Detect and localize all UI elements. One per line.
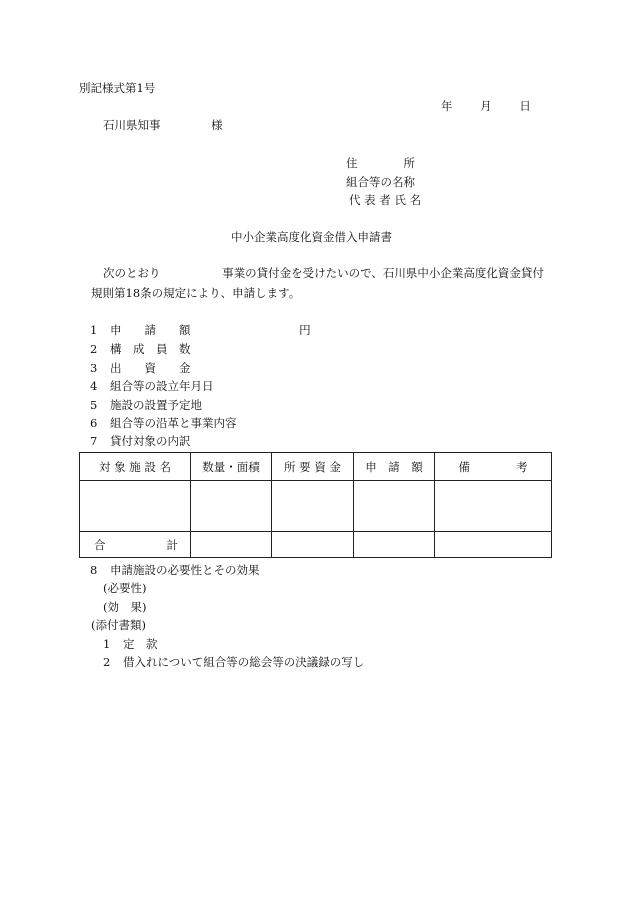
effect-label: (効 果) [103, 600, 147, 614]
table-total-row [80, 532, 552, 558]
item-unit: 円 [299, 323, 311, 337]
addressee-suffix: 様 [211, 118, 223, 132]
item-number: 4 [90, 379, 98, 393]
item-label: 貸付対象の内訳 [109, 434, 191, 448]
applicant-org-name-label: 組合等の名称 [346, 175, 415, 189]
addressee-name: 石川県知事 [103, 118, 161, 132]
item-3 [90, 361, 190, 375]
item-number: 7 [90, 434, 98, 448]
total-label-cell [80, 532, 191, 558]
applicant-address-label: 住 所 [346, 156, 415, 170]
item-number: 1 [90, 323, 98, 337]
attachment-number: 2 [103, 655, 111, 669]
date-year: 年 [441, 99, 453, 113]
addressee [103, 118, 223, 132]
item-label: 施設の設置予定地 [109, 398, 202, 412]
applicant-representative-label: 代 表 者 氏 名 [349, 193, 422, 207]
table-row [80, 481, 552, 532]
attachment-number: 1 [103, 637, 111, 651]
item-label: 出 資 金 [109, 361, 191, 375]
date-month: 月 [480, 99, 492, 113]
item-label: 申請施設の必要性とその効果 [109, 563, 260, 577]
body-line1-prefix: 次のとおり [103, 266, 161, 280]
attachment-2 [103, 655, 364, 669]
cell-required-funds[interactable] [272, 481, 354, 532]
header-requested-amount: 申 請 額 [354, 453, 435, 481]
body-line1-suffix: 事業の貸付金を受けたいので、石川県中小企業高度化資金貸付 [222, 266, 544, 280]
item-5 [90, 398, 202, 412]
item-number: 3 [90, 361, 98, 375]
item-number: 8 [90, 563, 98, 577]
attachment-label: 借入れについて組合等の総会等の決議録の写し [122, 655, 365, 669]
item-number: 5 [90, 398, 98, 412]
header-required-funds: 所 要 資 金 [272, 453, 354, 481]
date-line [441, 99, 531, 113]
necessity-label: (必要性) [103, 581, 147, 595]
header-remarks: 備 考 [435, 453, 552, 481]
attachment-label: 定 款 [122, 637, 158, 651]
item-label: 申 請 額 [109, 323, 191, 337]
total-requested-amount[interactable] [354, 532, 435, 558]
date-day: 日 [519, 99, 531, 113]
total-label [80, 537, 190, 553]
total-required-funds[interactable] [272, 532, 354, 558]
cell-requested-amount[interactable] [354, 481, 435, 532]
header-quantity-area: 数量・面積 [191, 453, 272, 481]
attachments-heading: (添付書類) [91, 618, 146, 632]
item-7 [90, 434, 190, 448]
cell-remarks[interactable] [435, 481, 552, 532]
attachment-1 [103, 637, 157, 651]
item-number: 2 [90, 342, 98, 356]
item-4 [90, 379, 213, 393]
total-remarks[interactable] [435, 532, 552, 558]
header-facility-name: 対 象 施 設 名 [80, 453, 191, 481]
body-line-2: 規則第18条の規定により、申請します。 [91, 286, 301, 300]
item-2 [90, 342, 190, 356]
item-8 [90, 563, 259, 577]
cell-facility-name[interactable] [80, 481, 191, 532]
item-label: 組合等の設立年月日 [109, 379, 214, 393]
form-number: 別記様式第1号 [79, 81, 156, 95]
document-title: 中小企業高度化資金借入申請書 [231, 230, 392, 244]
item-6 [90, 416, 236, 430]
table-header-row [80, 453, 552, 481]
body-line-1 [103, 266, 544, 280]
total-label-left: 合 [94, 537, 106, 552]
total-label-right: 計 [166, 537, 178, 552]
item-label: 構 成 員 数 [109, 342, 191, 356]
item-label: 組合等の沿革と事業内容 [109, 416, 237, 430]
cell-quantity-area[interactable] [191, 481, 272, 532]
total-quantity-area[interactable] [191, 532, 272, 558]
item-number: 6 [90, 416, 98, 430]
loan-breakdown-table [79, 452, 552, 558]
item-1 [90, 323, 311, 337]
